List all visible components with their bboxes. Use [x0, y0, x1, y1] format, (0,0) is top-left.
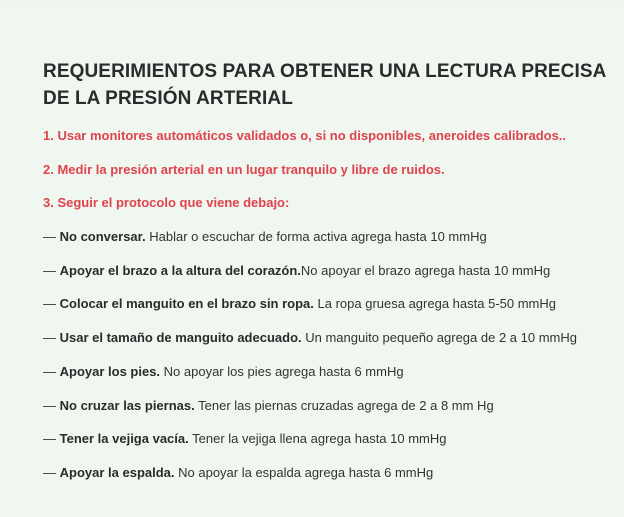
protocol-item-vejiga-vacia — [43, 430, 447, 448]
protocol-item-title: Apoyar los pies. — [59, 364, 161, 379]
dash-bullet: — — [43, 296, 56, 311]
requirement-3: 3. Seguir el protocolo que viene debajo: — [43, 195, 290, 210]
dash-bullet: — — [43, 364, 56, 379]
dash-bullet: — — [43, 229, 56, 244]
protocol-item-text: Hablar o escuchar de forma activa agrega hasta 10 mmHg — [145, 229, 487, 244]
dash-bullet: — — [43, 398, 56, 413]
protocol-item-text: No apoyar la espalda agrega hasta 6 mmHg — [174, 465, 434, 480]
protocol-item-apoyar-pies — [43, 363, 404, 381]
protocol-item-text: Tener las piernas cruzadas agrega de 2 a 8 mm Hg — [194, 398, 494, 413]
protocol-item-title: Apoyar la espalda. — [59, 465, 175, 480]
dash-bullet: — — [43, 263, 56, 278]
protocol-item-title: No cruzar las piernas. — [59, 398, 195, 413]
protocol-item-text: Tener la vejiga llena agrega hasta 10 mmHg — [188, 431, 447, 446]
requirement-1: 1. Usar monitores automáticos validados o, si no disponibles, aneroides calibrados.. — [43, 128, 567, 143]
protocol-item-title: Colocar el manguito en el brazo sin ropa. — [59, 296, 314, 311]
protocol-item-apoyar-espalda — [43, 464, 433, 482]
protocol-item-title: Apoyar el brazo a la altura del corazón. — [59, 263, 301, 278]
dash-bullet: — — [43, 465, 56, 480]
protocol-item-tamano-manguito — [43, 329, 577, 347]
protocol-item-text: No apoyar el brazo agrega hasta 10 mmHg — [300, 263, 551, 278]
protocol-item-text: La ropa gruesa agrega hasta 5-50 mmHg — [313, 296, 556, 311]
protocol-item-text: Un manguito pequeño agrega de 2 a 10 mmHg — [301, 330, 577, 345]
protocol-item-no-conversar — [43, 228, 487, 246]
protocol-item-text: No apoyar los pies agrega hasta 6 mmHg — [160, 364, 404, 379]
dash-bullet: — — [43, 330, 56, 345]
protocol-item-no-cruzar-piernas — [43, 397, 494, 415]
page-title: REQUERIMIENTOS PARA OBTENER UNA LECTURA PRECISA DE LA PRESIÓN ARTERIAL — [43, 61, 606, 109]
protocol-item-title: No conversar. — [59, 229, 146, 244]
protocol-item-title: Tener la vejiga vacía. — [59, 431, 189, 446]
protocol-item-title: Usar el tamaño de manguito adecuado. — [59, 330, 302, 345]
protocol-item-manguito-sin-ropa — [43, 295, 556, 313]
dash-bullet: — — [43, 431, 56, 446]
requirement-2: 2. Medir la presión arterial en un lugar tranquilo y libre de ruidos. — [43, 162, 445, 177]
protocol-item-apoyar-brazo — [43, 262, 550, 280]
